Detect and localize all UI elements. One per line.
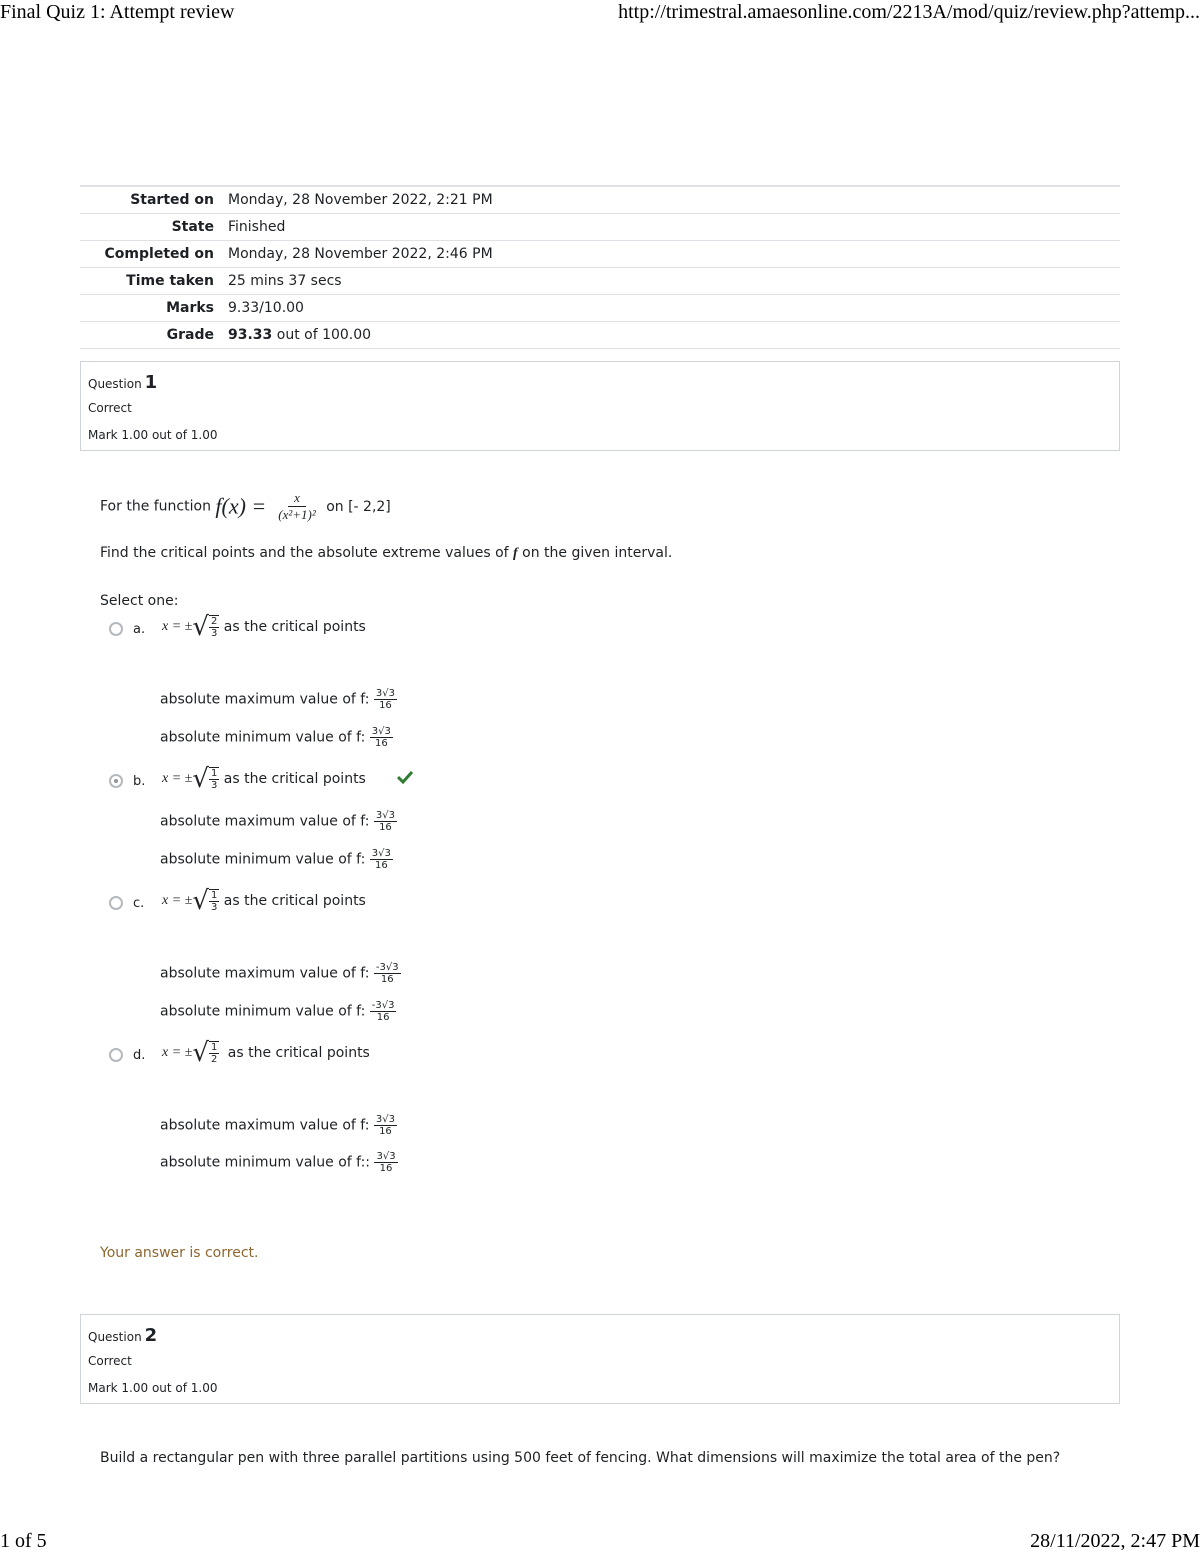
option-b-min-den: 16 [374,860,388,871]
option-b-max-num: 3√3 [375,810,395,821]
print-url: http://trimestral.amaesonline.com/2213A/mod/quiz/review.php?attemp... [618,1,1200,23]
option-d-den: 2 [210,1054,218,1065]
option-d-critical[interactable]: x = ± √ $\frac{1}{2}$ as the critical points [162,1038,370,1068]
option-c-min [160,1000,396,1023]
started-label: Started on [130,192,214,208]
option-d-min [160,1151,398,1174]
option-c-critical[interactable]: x = ± √ $\frac{1}{3}$ as the critical points [162,886,366,916]
min-label: absolute minimum value of f: [160,1003,366,1020]
option-a-min-num: 3√3 [371,726,391,737]
grade-label: Grade [166,327,214,343]
question-number [88,1325,157,1346]
option-b-min-num: 3√3 [371,848,391,859]
instruction-text-end: on the given interval. [522,545,673,561]
grade-rest: out of 100.00 [276,327,372,343]
min-label: absolute minimum value of f: [160,729,366,746]
question-label: Question [88,377,142,391]
option-a-letter: a. [133,622,146,637]
started-value: Monday, 28 November 2022, 2:21 PM [228,192,493,208]
option-d-max [160,1114,397,1137]
option-d-letter: d. [133,1048,146,1063]
option-a-num: 2 [210,616,218,627]
summary-row-started [80,187,1120,214]
option-d-max-den: 16 [379,1126,392,1137]
option-b-den: 3 [210,780,218,791]
option-a-max-num: 3√3 [375,688,395,699]
question-grade: Mark 1.00 out of 1.00 [88,1381,218,1395]
option-a-min [160,726,393,749]
max-label: absolute maximum value of f: [160,1117,370,1134]
print-page-title: Final Quiz 1: Attempt review [0,1,235,23]
option-c-max-num: -3√3 [375,962,399,973]
option-c-max [160,962,401,985]
option-b-max [160,810,397,833]
min-label: absolute minimum value of f: [160,851,366,868]
question-1-info [80,361,1120,451]
option-a-max-den: 16 [379,700,392,711]
select-one-label: Select one: [100,593,179,609]
option-c-letter: c. [133,896,145,911]
option-a-radio[interactable] [109,622,123,636]
question-number-value: 2 [144,1325,158,1346]
option-c-den: 3 [210,902,218,913]
grade-value [228,327,371,343]
min-label: absolute minimum value of f:: [160,1154,371,1171]
time-taken-value: 25 mins 37 secs [228,273,342,289]
option-b-num: 1 [210,768,218,779]
summary-row-completed [80,241,1120,268]
summary-row-state [80,214,1120,241]
grade-score: 93.33 [228,327,273,343]
option-d-max-num: 3√3 [375,1114,395,1125]
option-a-critical[interactable]: x = ± √ $\frac{2}{3}$ as the critical points [162,612,366,642]
prompt-suffix: on [- 2,2] [326,498,391,515]
critical-text: as the critical points [227,1045,370,1061]
attempt-summary-table [80,185,1120,349]
option-c-min-num: -3√3 [371,1000,395,1011]
max-label: absolute maximum value of f: [160,691,370,708]
max-label: absolute maximum value of f: [160,965,370,982]
max-label: absolute maximum value of f: [160,813,370,830]
option-d-num: 1 [210,1042,218,1053]
option-b-max-den: 16 [379,822,392,833]
function-formula: f(x) = [215,493,272,519]
question-1-feedback: Your answer is correct. [100,1245,259,1261]
option-c-min-den: 16 [376,1012,390,1023]
option-b-critical[interactable]: x = ± √ $\frac{1}{3}$ as the critical points [162,764,366,794]
summary-row-grade [80,322,1120,349]
completed-label: Completed on [104,246,214,262]
question-2-info [80,1314,1120,1404]
critical-text: as the critical points [223,771,366,787]
time-taken-label: Time taken [126,273,214,289]
option-c-num: 1 [210,890,218,901]
option-b-min [160,848,393,871]
question-state: Correct [88,401,132,415]
question-label: Question [88,1330,142,1344]
completed-value: Monday, 28 November 2022, 2:46 PM [228,246,493,262]
marks-value: 9.33/10.00 [228,300,304,316]
question-number-value: 1 [144,372,158,393]
option-c-radio[interactable] [109,896,123,910]
option-d-radio[interactable] [109,1048,123,1062]
question-1-instruction [100,545,672,562]
critical-text: as the critical points [223,619,366,635]
option-d-min-den: 16 [379,1163,393,1174]
print-header [0,0,1200,26]
question-1-prompt [100,490,391,523]
critical-text: as the critical points [223,893,366,909]
function-fraction: $\frac{x}{\text{(x²+1)²}}$ [278,490,316,522]
print-datetime: 28/11/2022, 2:47 PM [1030,1530,1200,1552]
instruction-text: Find the critical points and the absolute extreme values of [100,545,509,561]
summary-row-time [80,268,1120,295]
prompt-prefix: For the function [100,498,211,515]
summary-row-marks [80,295,1120,322]
option-d-min-num: 3√3 [376,1151,396,1162]
option-b-radio[interactable] [109,774,123,788]
option-c-max-den: 16 [380,974,394,985]
question-2-prompt: Build a rectangular pen with three parallel partitions using 500 feet of fencing. What dimensions will maximize the total area of the pen? [100,1450,1061,1466]
print-page-number: 1 of 5 [0,1530,47,1552]
question-number [88,372,157,393]
option-a-min-den: 16 [374,738,388,749]
marks-label: Marks [166,300,214,316]
option-a-max [160,688,397,711]
state-value: Finished [228,219,286,235]
question-grade: Mark 1.00 out of 1.00 [88,428,218,442]
option-a-den: 3 [210,628,218,639]
correct-check-icon [397,770,413,784]
question-state: Correct [88,1354,132,1368]
option-b-letter: b. [133,774,146,789]
instruction-f: f [513,546,518,561]
state-label: State [171,219,214,235]
